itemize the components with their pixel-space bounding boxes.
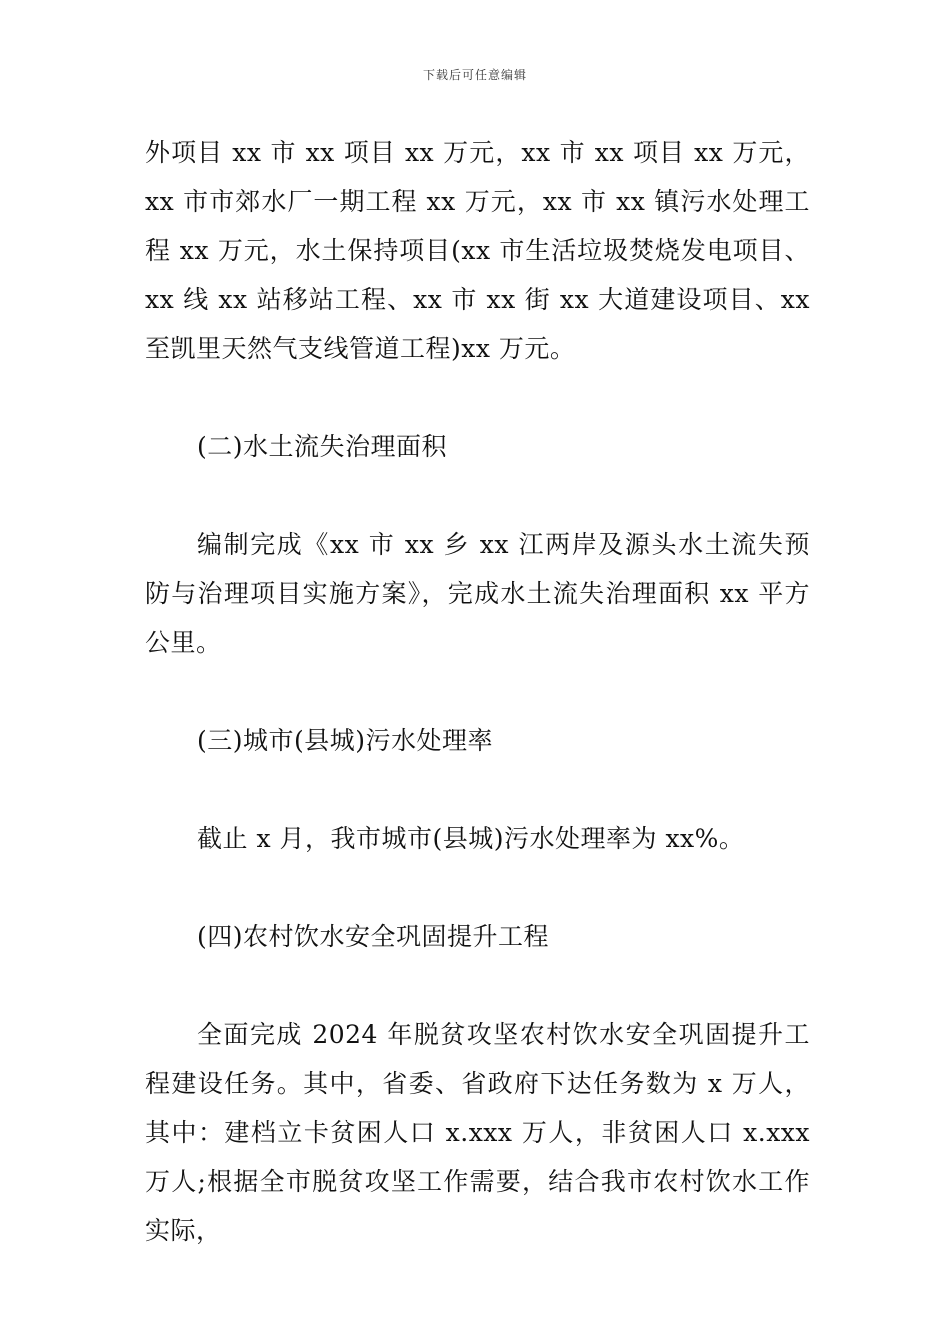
section-heading-rural-water: (四)农村饮水安全巩固提升工程: [197, 922, 550, 951]
document-body: [145, 128, 810, 1255]
paragraph-project-funds: 外项目 xx 市 xx 项目 xx 万元，xx 市 xx 项目 xx 万元，xx 市市郊水厂一期工程 xx 万元，xx 市 xx 镇污水处理工程 xx 万元，水土保持项目(xx 市生活垃圾焚烧发电项目、xx 线 xx 站移站工程、xx 市 xx 街 xx 大道建设项目、xx 至凯里天然气支线管道工程)xx 万元。: [145, 138, 810, 363]
section-heading-sewage-rate: (三)城市(县城)污水处理率: [197, 726, 494, 755]
section-heading-soil-erosion: (二)水土流失治理面积: [197, 432, 448, 461]
paragraph-soil-erosion: 编制完成《xx 市 xx 乡 xx 江两岸及源头水土流失预防与治理项目实施方案》，完成水土流失治理面积 xx 平方公里。: [145, 530, 810, 657]
header-note: 下载后可任意编辑: [422, 68, 527, 82]
paragraph-sewage-rate: 截止 x 月，我市城市(县城)污水处理率为 xx%。: [197, 824, 745, 853]
paragraph-rural-water: 全面完成 2024 年脱贫攻坚农村饮水安全巩固提升工程建设任务。其中，省委、省政府下达任务数为 x 万人，其中：建档立卡贫困人口 x.xxx 万人，非贫困人口 x.xxx 万人;根据全市脱贫攻坚工作需要，结合我市农村饮水工作实际，: [145, 1020, 810, 1245]
